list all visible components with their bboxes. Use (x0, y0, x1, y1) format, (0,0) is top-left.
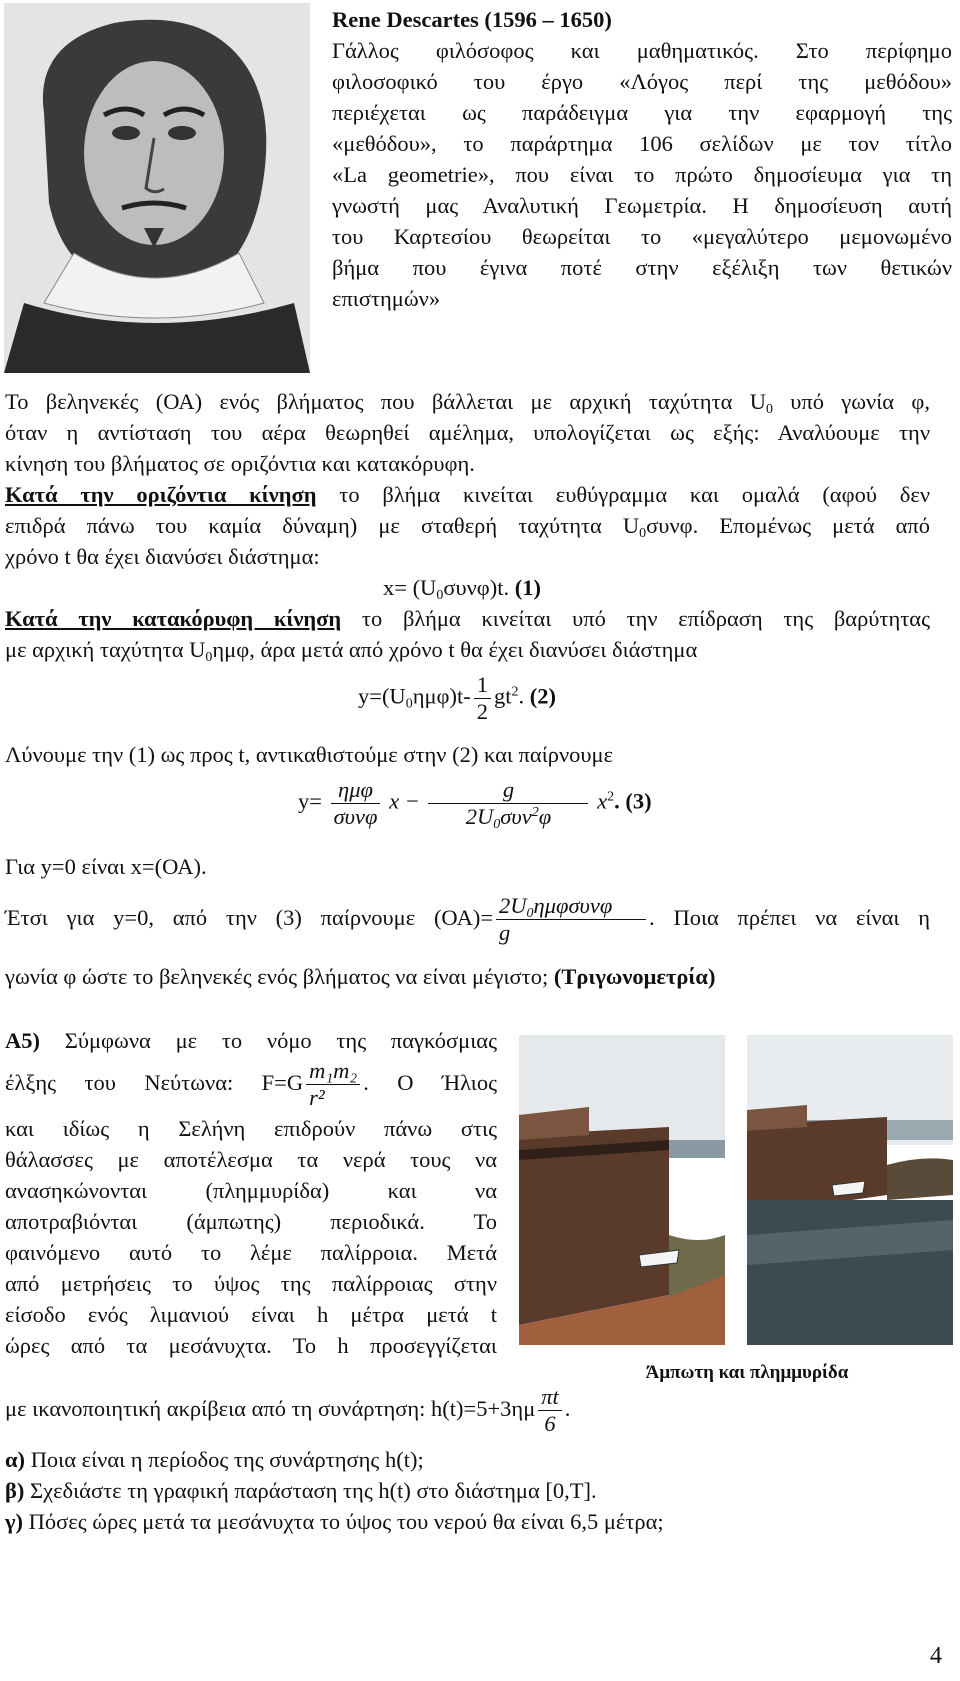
a5-line: από μετρήσεις το ύψος της παλίρροιας στην (5, 1271, 497, 1297)
photo-caption: Άμπωτη και πλημμυρίδα (645, 1362, 849, 1383)
high-tide-photo (747, 1035, 953, 1345)
a5-line: είσοδο ενός λιμανιού είναι h μέτρα μετά t (5, 1302, 497, 1328)
projectile-section (5, 386, 930, 665)
bio-line: επιστημών» (332, 286, 441, 311)
bio-line: φιλοσοφικό του έργο «Λόγος περί της μεθόδου» (332, 69, 952, 94)
horizontal-line: Κατά την οριζόντια κίνηση το βλήμα κινείται ευθύγραμμα και ομαλά (αφού δεν (5, 482, 931, 507)
equation-1: $x= (U_0\sigma\upsilon\nu\varphi)t$. (1) (383, 575, 541, 603)
a5-line: ώρες από τα μεσάνυχτα. Το h προσεγγίζεται (5, 1333, 497, 1359)
a5-line: Α5) Σύμφωνα με το νόμο της παγκόσμιας (5, 1028, 497, 1053)
bio-title: Rene Descartes (1596 – 1650) (332, 7, 612, 32)
bio-line: Γάλλος φιλόσοφος και μαθηματικός. Στο περίφημο (332, 38, 952, 63)
low-tide-illustration (519, 1035, 725, 1345)
equation-2: $y=(U_0\eta\mu\varphi)t-$ $\frac{1}{2}$ $gt^2$. (2) (358, 672, 557, 724)
a5-section (5, 1025, 497, 1361)
question-b: β) Σχεδιάστε τη γραφική παράσταση της h(t) στο διάστημα [0,T]. (5, 1478, 597, 1503)
question-c: γ) Πόσες ώρες μετά τα μεσάνυχτα το ύψος του νερού θα είναι 6,5 μέτρα; (5, 1509, 664, 1534)
question-a: α) Ποια είναι η περίοδος της συνάρτησης h(t); (5, 1447, 424, 1472)
question-line: γωνία φ ώστε το βεληνεκές ενός βλήματος να είναι μέγιστο; (Τριγωνομετρία) (5, 964, 716, 989)
horizontal-motion-heading: Κατά την οριζόντια κίνηση (5, 482, 317, 507)
intro-line: όταν η αντίσταση του αέρα θεωρηθεί αμέλημα, υπολογίζεται ως εξής: Αναλύουμε την (5, 420, 930, 445)
high-tide-illustration (747, 1035, 953, 1345)
bio-line: «La geometrie», που είναι το πρώτο δημοσίευμα για τη (332, 162, 952, 187)
a5-line: φαινόμενο αυτό το λέμε παλίρροια. Μετά (5, 1240, 497, 1266)
horizontal-line: χρόνο t θα έχει διανύσει διάστημα: (5, 544, 320, 569)
bio-line: του Καρτεσίου θεωρείται το «μεγαλύτερο μεμονωμένο (332, 224, 952, 249)
y0-line: Για y=0 είναι x=(ΟΑ). (5, 854, 207, 879)
descartes-portrait (4, 3, 310, 373)
equation-3: y= $\frac{\text{ημφ}}{\text{συνφ}}$ x − $\frac{g}{2U_0\sigma\upsilon\nu^2\varphi}$ $x^2$. (3) (298, 777, 652, 832)
descartes-bio (332, 4, 952, 314)
tide-function-line: με ικανοποιητική ακρίβεια από τη συνάρτηση: h(t)=5+3ημ $\frac{\pi t}{6}$ . (5, 1384, 571, 1437)
bio-line: γνωστή μας Αναλυτική Γεωμετρία. Η δημοσίευση αυτή (332, 193, 952, 218)
intro-line: Το βεληνεκές (ΟΑ) ενός βλήματος που βάλλεται με αρχική ταχύτητα $U_0$ υπό γωνία φ, (5, 389, 930, 417)
range-line: Έτσι για y=0, από την (3) παίρνουμε (ΟΑ)= $\frac{2U_0\eta\mu\varphi\sigma\upsilon\nu\varphi}{g}$ . Ποια πρέπει να είναι η (5, 893, 931, 946)
a5-line: αποτραβιόνται (άμπωτης) περιοδικά. Το (5, 1209, 497, 1235)
vertical-motion-heading: Κατά την κατακόρυφη κίνηση (5, 606, 342, 631)
a5-line: θάλασσες με αποτέλεσμα τα νερά τους να (5, 1147, 497, 1173)
portrait-illustration (4, 3, 310, 373)
bio-line: βήμα που έγινα ποτέ στην εξέλιξη των θετικών (332, 255, 952, 280)
bio-line: περιέχεται ως παράδειγμα για την εφαρμογή της (332, 100, 952, 125)
horizontal-line: επιδρά πάνω του καμία δύναμη) με σταθερή ταχύτητα $U_0\sigma\upsilon\nu\varphi$. Επομένως μετά από (5, 513, 930, 541)
vertical-line: Κατά την κατακόρυφη κίνηση το βλήμα κινείται υπό την επίδραση της βαρύτητας (5, 606, 930, 631)
a5-line: και ιδίως η Σελήνη επιδρούν πάνω στις (5, 1116, 497, 1142)
intro-line: κίνηση του βλήματος σε οριζόντια και κατακόρυφη. (5, 451, 475, 476)
a5-newton-line: έλξης του Νεύτωνα: F=G $\frac{\text{m₁m₂}}{\text{r²}}$ . Ο Ήλιος (5, 1058, 498, 1111)
bio-line: «μεθόδου», το παράρτημα 106 σελίδων με τον τίτλο (332, 131, 952, 156)
low-tide-photo (519, 1035, 725, 1345)
page-number: 4 (930, 1643, 942, 1669)
vertical-line: με αρχική ταχύτητα $U_0\eta\mu\varphi$, άρα μετά από χρόνο t θα έχει διανύσει διάστημα (5, 637, 698, 665)
solve-line: Λύνουμε την (1) ως προς t, αντικαθιστούμε στην (2) και παίρνουμε (5, 742, 614, 767)
a5-line: ανασηκώνονται (πλημμυρίδα) και να (5, 1178, 497, 1204)
